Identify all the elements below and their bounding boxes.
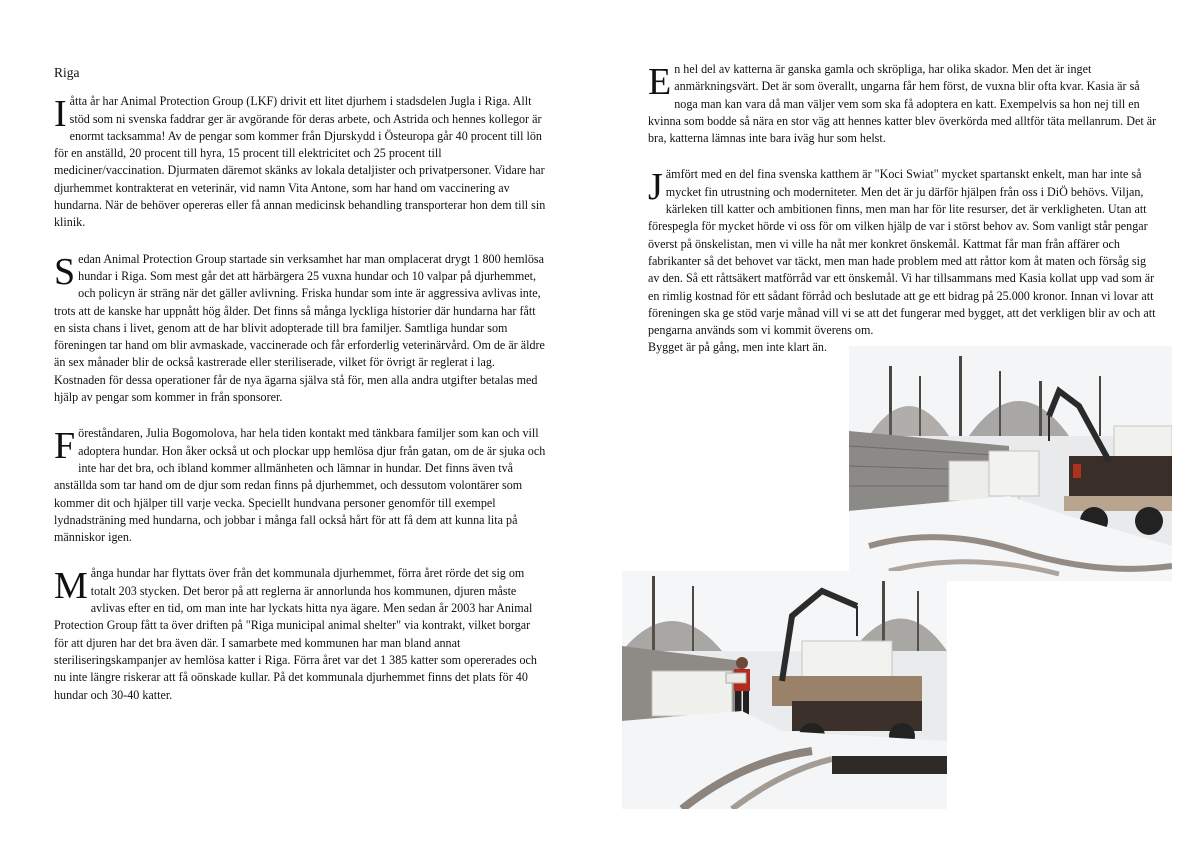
drop-cap: M [54, 565, 88, 608]
paragraph-7: Bygget är på gång, men inte klart än. [648, 340, 827, 355]
photo-worker-block-image [622, 571, 947, 809]
paragraph-2 [54, 251, 546, 407]
paragraph-text: öreståndaren, Julia Bogomolova, har hela tiden kontakt med tänkbara familjer som kan och vill adoptera hundar. Hon åker också ut och plockar upp hemlösa djur från gatan, om de är sjuka och inte har det bra, och ibland kommer allmänheten och lämnar in hundar. Det finns även två anställda som tar hand om de djur som redan finns på djurhemmet, och dessutom volontärer som kommer dit och hjälper till varje vecka. Speciellt hundvana personer genomför till exempel lydnadsträning med hundarna, och jobbar i många fall också hårt för att få dem att kunna lita på människor igen. [54, 426, 546, 545]
photo-worker-block [622, 571, 947, 809]
paragraph-4 [54, 565, 546, 703]
paragraph-text: ämfört med en del fina svenska katthem är "Koci Swiat" mycket spartanskt enkelt, man har inte så mycket fin utrustning och moderniteter. Men det är ju därför hjälpen från oss i DiÖ behövs. Viljan, kärleken till katter och ambitionen finns, men man har för lite resurser, det är verkligheten. Utan att förespegla för mycket hörde vi oss för om vilken hjälp de var i störst behov av. Som vanligt står pengar överst på önskelistan, men vi ville ha nåt mer konkret önskemål. Kattmat får man från affärer och fabrikanter så det behovet var täckt, men man hade problem med att råttor kom åt maten och försåg sig av den. Så ett råttsäkert matförråd var ett önskemål. Vi har tillsammans med Kasia kollat upp vad som är en rimlig kostnad för ett sådant förråd och beslutade att ge ett bidrag på 25.000 kronor. Innan vi lovar att föreningen ska ge stöd varje månad vill vi se att det fungerar med bygget, att det verkligen blir av och att pengarna används som vi kommit överens om. [648, 167, 1156, 338]
drop-cap: S [54, 250, 76, 293]
paragraph-text: åtta år har Animal Protection Group (LKF) drivit ett litet djurhem i stadsdelen Jugla i Riga. Allt stöd som ni svenska faddrar ger är avgörande för deras arbete, och Astrida och hennes kollegor är enormt tacksamma! Av de pengar som kommer från Djurskydd i Östeuropa går 40 procent till lön för en anställd, 20 procent till hyra, 15 procent till elektricitet och 25 procent till mediciner/vaccination. Djurmaten däremot skänks av lokala detaljister och privatpersoner. Vidare har djurhemmet kontrakterat en veterinär, vid namn Vita Antone, som har hand om vaccinering av hundarna. När de behöver opereras eller få annan medicinsk behandling transporterar hon dem till sin klinik. [54, 94, 546, 230]
paragraph-1 [54, 93, 546, 231]
photo-crane-truck [849, 346, 1172, 581]
photo-crane-truck-image [849, 346, 1172, 581]
left-column [54, 64, 546, 723]
paragraph-5 [648, 61, 1160, 147]
right-column [648, 61, 1160, 376]
paragraph-text: edan Animal Protection Group startade sin verksamhet har man omplacerat drygt 1 800 hemlösa hundar i Riga. Som mest går det att härbärgera 25 vuxna hundar och 10 valpar på djurhemmet, och policyn är sträng när det gäller avlivning. Friska hundar som inte är aggressiva avlivas inte, trots att de kanske har uppnått hög ålder. Det finns så många lyckliga historier där hundarna har fått en sista chans i livet, genom att de har blivit adopterade till bra familjer. Samtliga hundar som föreningen tar hand om blir avmaskade, vaccinerade och får erforderlig veterinärvård. Om de är äldre än sex månader blir de också kastrerade eller steriliserade, vilket för övrigt är reglerat i lag. Kostnaden för dessa operationer får de nya ägarna själva stå för, men alla andra utgifter betalas med hjälp av pengar som kommer in från sponsorer. [54, 251, 545, 405]
drop-cap: F [54, 425, 76, 468]
drop-cap: E [648, 61, 672, 103]
paragraph-3 [54, 425, 546, 546]
paragraph-text: n hel del av katterna är ganska gamla och skröpliga, har olika skador. Men det är inget anmärkningsvärt. Det är som överallt, ungarna får hem först, de vuxna blir ofta kvar. Kasia är så noga man kan vara då man väljer vem som ska få adoptera en katt. Exempelvis sa hon nej till en kvinna som bodde så nära en stor väg att hennes katter blev överkörda med alltför täta mellanrum. Det är bra, katterna lämnas inte bara iväg hur som helst. [648, 62, 1157, 146]
article-heading: Riga [54, 65, 80, 80]
drop-cap: J [648, 166, 663, 209]
paragraph-text: ånga hundar har flyttats över från det kommunala djurhemmet, förra året rörde det sig om totalt 203 stycken. Det beror på att reglerna är annorlunda hos kommunen, djuren måste avlivas efter en tid, om man inte har lyckats hitta nya ägare. Men sedan år 2003 har Animal Protection Group fått ta över driften på "Riga municipal animal shelter" via kontrakt, vilket borgar för att djuren har det bra även där. I samarbete med kommunen har man bland annat steriliseringskampanjer av hemlösa katter i Riga. Förra året var det 1 385 katter som opererades och nu inte längre riskerar att få oönskade kullar. På det kommunala djurhemmet finns det plats för 40 hundar och 30-40 katter. [54, 566, 537, 702]
drop-cap: I [54, 93, 67, 136]
paragraph-6 [648, 166, 1160, 339]
